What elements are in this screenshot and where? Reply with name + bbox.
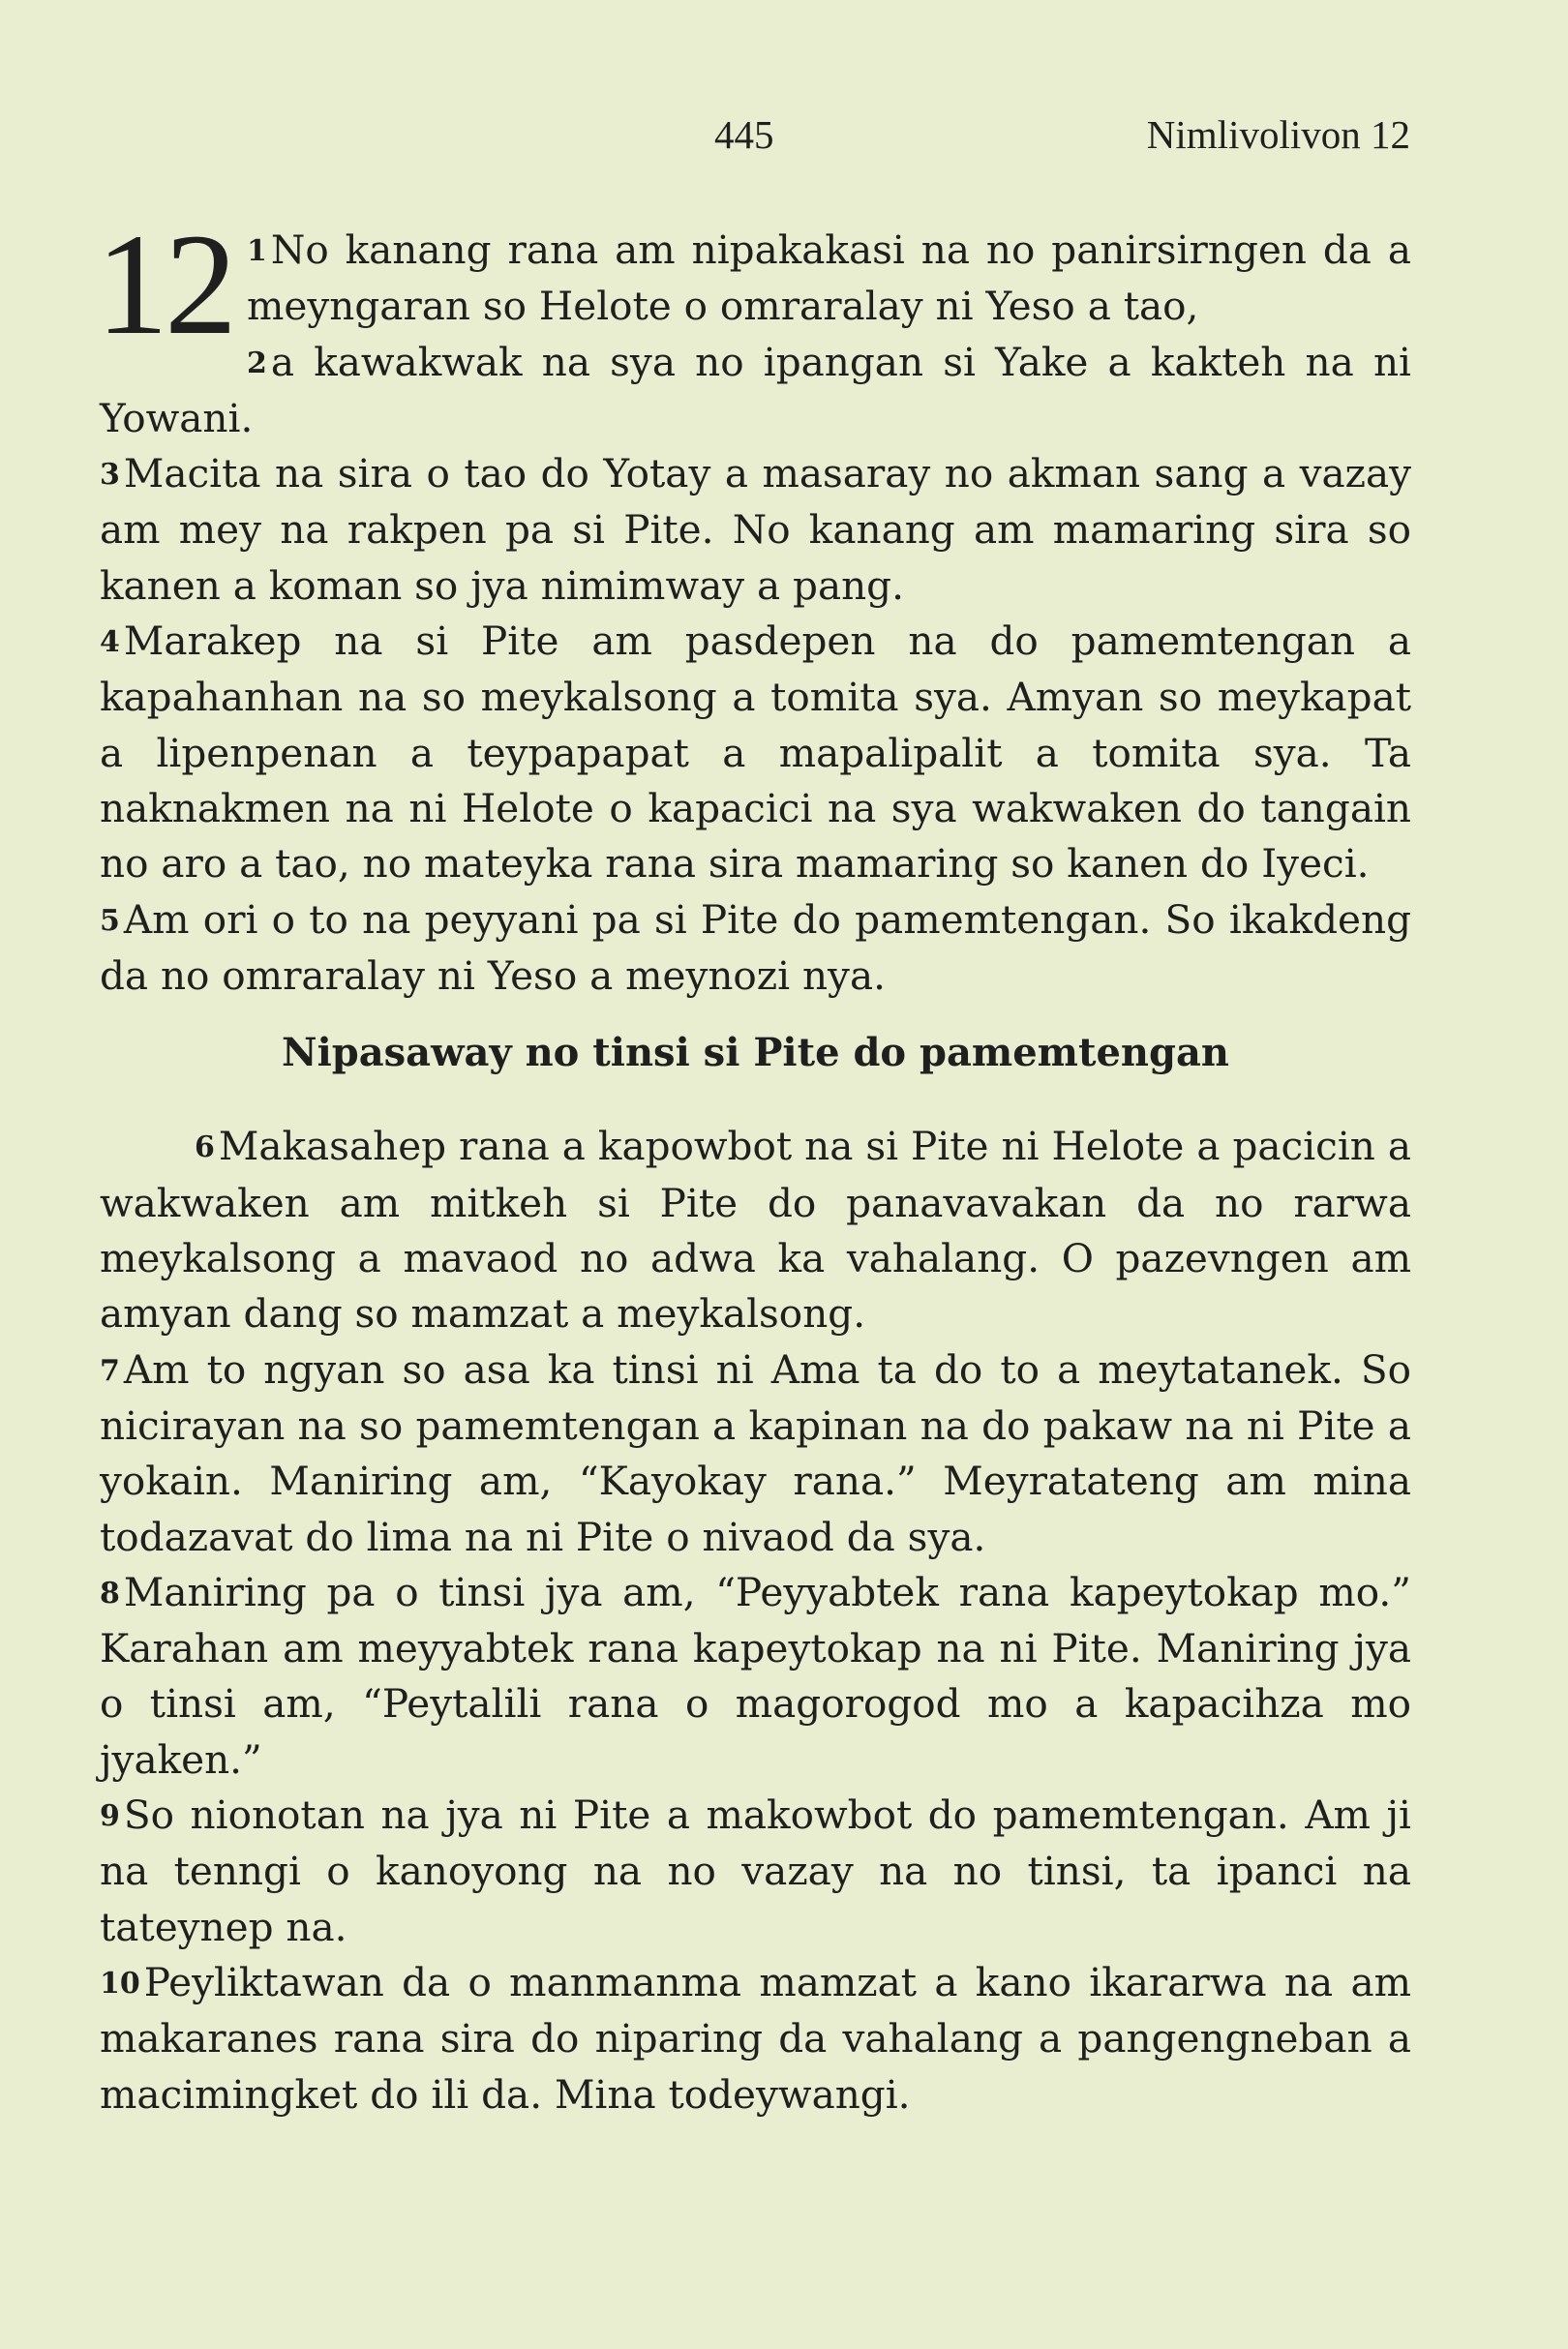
verse-text: So nionotan na jya ni Pite a makowbot do pamemtengan. Am ji na tenngi o kanoyong na no vazay na no tinsi, ta ipanci na tateynep na.: [100, 1792, 1411, 1950]
running-head: Nimlivolivon 12: [1146, 112, 1410, 157]
verse-number: 3: [100, 458, 120, 493]
verse-7: [100, 1342, 1411, 1565]
verse-4: [100, 614, 1411, 891]
verse-number: 10: [100, 1966, 140, 2001]
verse-number: 1: [247, 234, 267, 268]
page-header: [0, 111, 1568, 169]
verse-text: Makasahep rana a kapowbot na si Pite ni Helote a pacicin a wakwaken am mitkeh si Pite do panavavakan da no rarwa meykalsong a mavaod no adwa ka vahalang. O pazevngen am amyan dang so mamzat a meykalsong.: [100, 1123, 1411, 1338]
verse-8: [100, 1565, 1411, 1788]
verse-text: Macita na sira o tao do Yotay a masaray no akman sang a vazay am mey na rakpen pa si Pite. No kanang am mamaring sira so kanen a koman so jya nimimway a pang.: [100, 450, 1411, 609]
verse-number: 4: [100, 625, 120, 660]
chapter-number: 12: [96, 204, 233, 365]
section-heading: Nipasaway no tinsi si Pite do pamemtengan: [282, 1030, 1229, 1076]
verse-text: a kawakwak na sya no ipangan si Yake a kakteh na ni Yowani.: [100, 338, 1411, 441]
verse-number: 8: [100, 1576, 120, 1611]
verse-text: Maniring pa o tinsi jya am, “Peyyabtek rana kapeytokap mo.” Karahan am meyyabtek rana kapeytokap na ni Pite. Maniring jya o tinsi am, “Peytalili rana o magorogod mo a kapacihza mo jyaken.”: [100, 1568, 1411, 1783]
verse-6: [100, 1119, 1411, 1341]
page-number: 445: [714, 112, 774, 157]
verse-10: [100, 1955, 1411, 2123]
verse-text: Am ori o to na peyyani pa si Pite do pamemtengan. So ikakdeng da no omraralay ni Yeso a meynozi nya.: [100, 895, 1411, 999]
verse-number: 6: [195, 1130, 215, 1165]
verse-text: Peyliktawan da o manmanma mamzat a kano ikararwa na am makaranes rana sira do niparing da vahalang a pangengneban a macimingket do ili da. Mina todeywangi.: [100, 1958, 1411, 2118]
verse-9: [100, 1788, 1411, 1955]
verse-number: 7: [100, 1353, 120, 1388]
verse-text: Am to ngyan so asa ka tinsi ni Ama ta do to a meytatanek. So nicirayan na so pamemtengan a kapinan na do pakaw na ni Pite a yokain. Maniring am, “Kayokay rana.” Meyratateng am mina todazavat do lima na ni Pite o nivaod da sya.: [100, 1345, 1411, 1560]
verse-text: No kanang rana am nipakakasi na no panirsirngen da a meyngaran so Helote o omraralay ni Yeso a tao,: [247, 226, 1411, 330]
verse-5: [100, 892, 1411, 1005]
verse-2: [100, 335, 1411, 447]
verse-3: [100, 446, 1411, 614]
page-body: [96, 204, 1411, 2123]
verse-1: [96, 204, 1411, 365]
verse-text: Marakep na si Pite am pasdepen na do pamemtengan a kapahanhan na so meykalsong a tomita sya. Amyan so meykapat a lipenpenan a teypapapat a mapalipalit a tomita sya. Ta naknakmen na ni Helote o kapacici na sya wakwaken do tangain no aro a tao, no mateyka rana sira mamaring so kanen do Iyeci.: [100, 617, 1411, 888]
verse-number: 9: [100, 1799, 120, 1834]
verse-number: 5: [100, 903, 120, 938]
verse-number: 2: [247, 346, 267, 380]
